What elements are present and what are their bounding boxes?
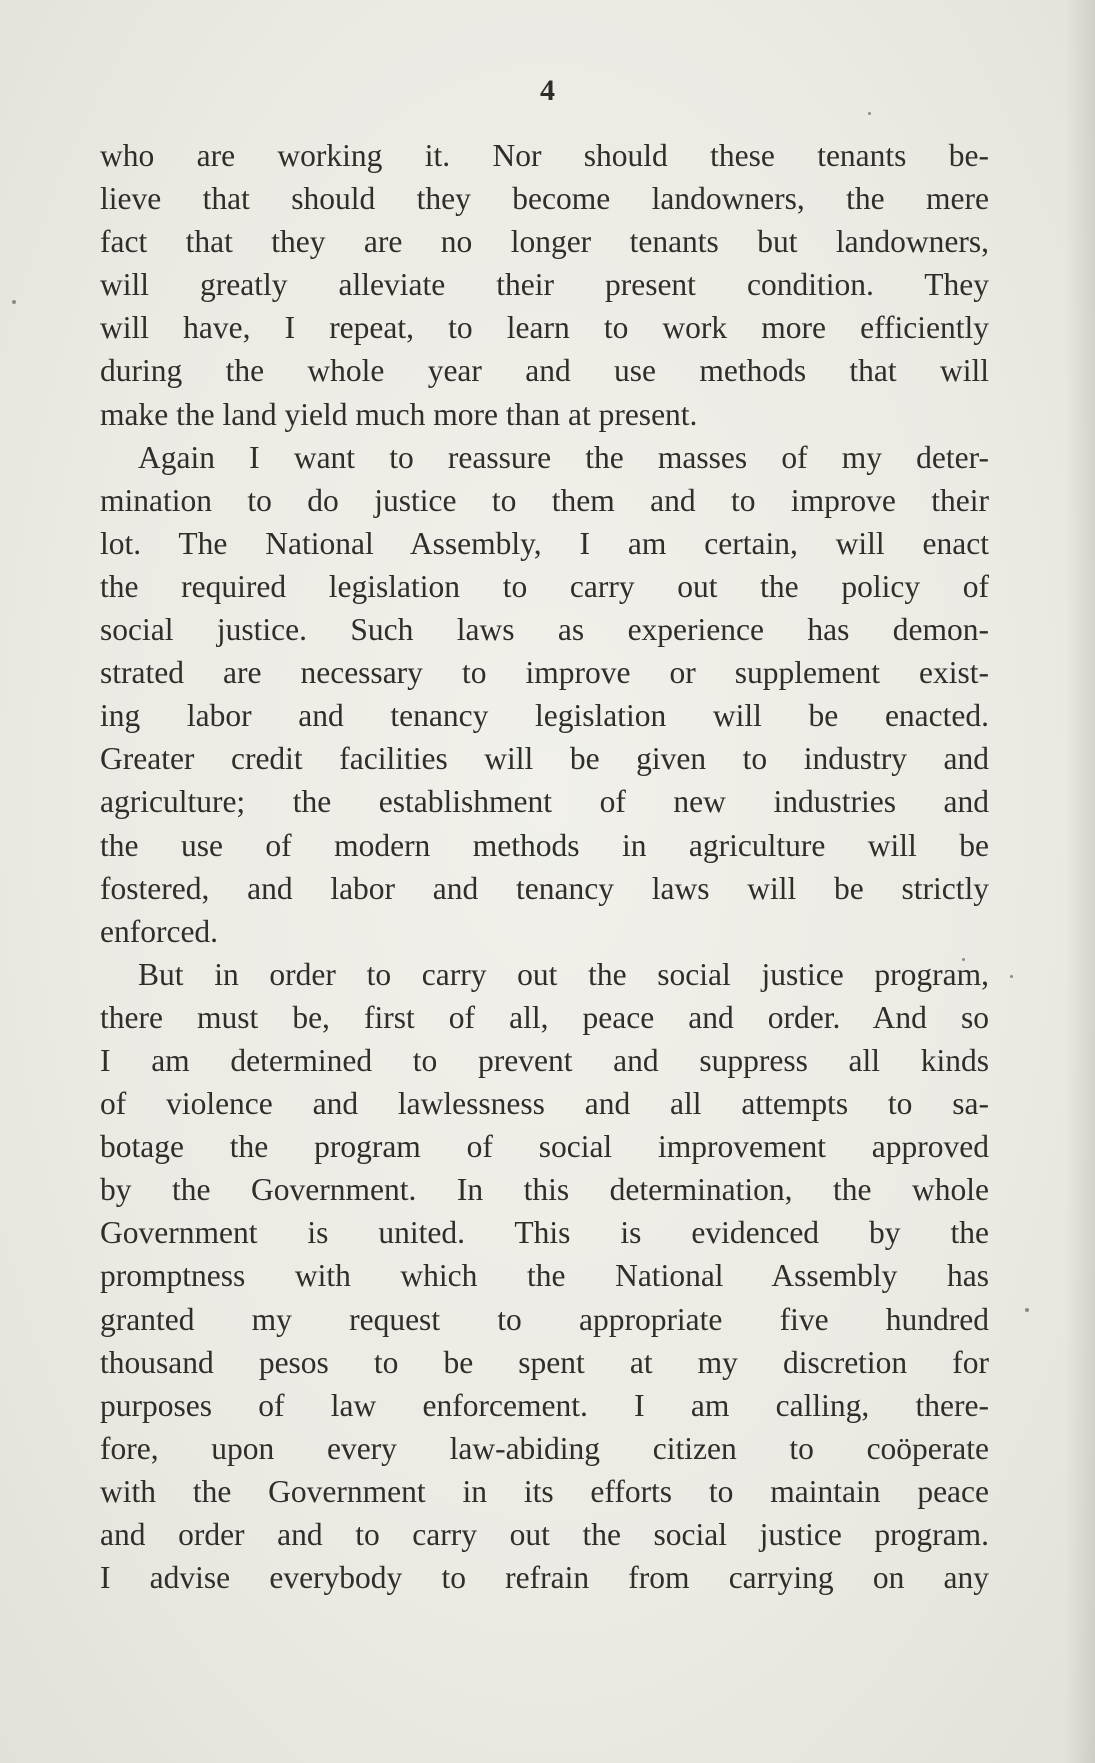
text-line: will greatly alleviate their present condition. They (100, 267, 989, 303)
text-line: I am determined to prevent and suppress all kinds (100, 1042, 989, 1078)
text-line: with the Government in its efforts to maintain peace (100, 1473, 989, 1509)
paragraph-first-line: Again I want to reassure the masses of my deter- (138, 439, 989, 475)
text-line: the use of modern methods in agriculture will be (100, 827, 989, 863)
text-line: mination to do justice to them and to improve their (100, 482, 989, 518)
text-line: botage the program of social improvement approved (100, 1129, 989, 1165)
text-line: by the Government. In this determination, the whole (100, 1172, 989, 1208)
page-edge-shadow (1065, 0, 1095, 1763)
text-line: granted my request to appropriate five hundred (100, 1301, 989, 1337)
text-line: fostered, and labor and tenancy laws will be strictly (100, 870, 989, 906)
text-line: fact that they are no longer tenants but landowners, (100, 224, 989, 260)
text-line: the required legislation to carry out the policy of (100, 568, 989, 604)
text-line: agriculture; the establishment of new industries and (100, 784, 989, 820)
text-line: strated are necessary to improve or supplement exist- (100, 655, 989, 691)
text-line: enforced. (100, 913, 219, 949)
text-line: I advise everybody to refrain from carrying on any (100, 1560, 989, 1596)
text-line: lot. The National Assembly, I am certain, will enact (100, 525, 989, 561)
text-line: Government is united. This is evidenced by the (100, 1215, 989, 1251)
text-line: promptness with which the National Assembly has (100, 1258, 989, 1294)
text-line: and order and to carry out the social justice program. (100, 1517, 989, 1552)
text-line: social justice. Such laws as experience has demon- (100, 612, 989, 648)
paragraph-first-line: But in order to carry out the social justice program, (138, 956, 989, 992)
text-line: there must be, first of all, peace and order. And so (100, 999, 989, 1035)
text-line: lieve that should they become landowners, the mere (100, 181, 989, 217)
text-line: of violence and lawlessness and all attempts to sa- (100, 1086, 989, 1122)
text-line: purposes of law enforcement. I am calling, there- (100, 1387, 989, 1423)
text-line: during the whole year and use methods that will (100, 353, 989, 389)
paper-speck (1025, 1308, 1029, 1312)
paper-speck (1010, 975, 1013, 978)
text-line: Greater credit facilities will be given to industry and (100, 741, 989, 777)
text-line: thousand pesos to be spent at my discretion for (100, 1344, 989, 1380)
text-line: make the land yield much more than at present. (100, 396, 698, 432)
paper-speck (868, 112, 871, 115)
body-text (100, 134, 989, 1599)
text-line: will have, I repeat, to learn to work more efficiently (100, 310, 989, 346)
text-line: ing labor and tenancy legislation will be enacted. (100, 698, 989, 734)
paper-speck (12, 300, 16, 304)
text-line: who are working it. Nor should these tenants be- (100, 138, 989, 173)
text-line: fore, upon every law-abiding citizen to coöperate (100, 1430, 989, 1466)
page-number: 4 (540, 74, 555, 107)
